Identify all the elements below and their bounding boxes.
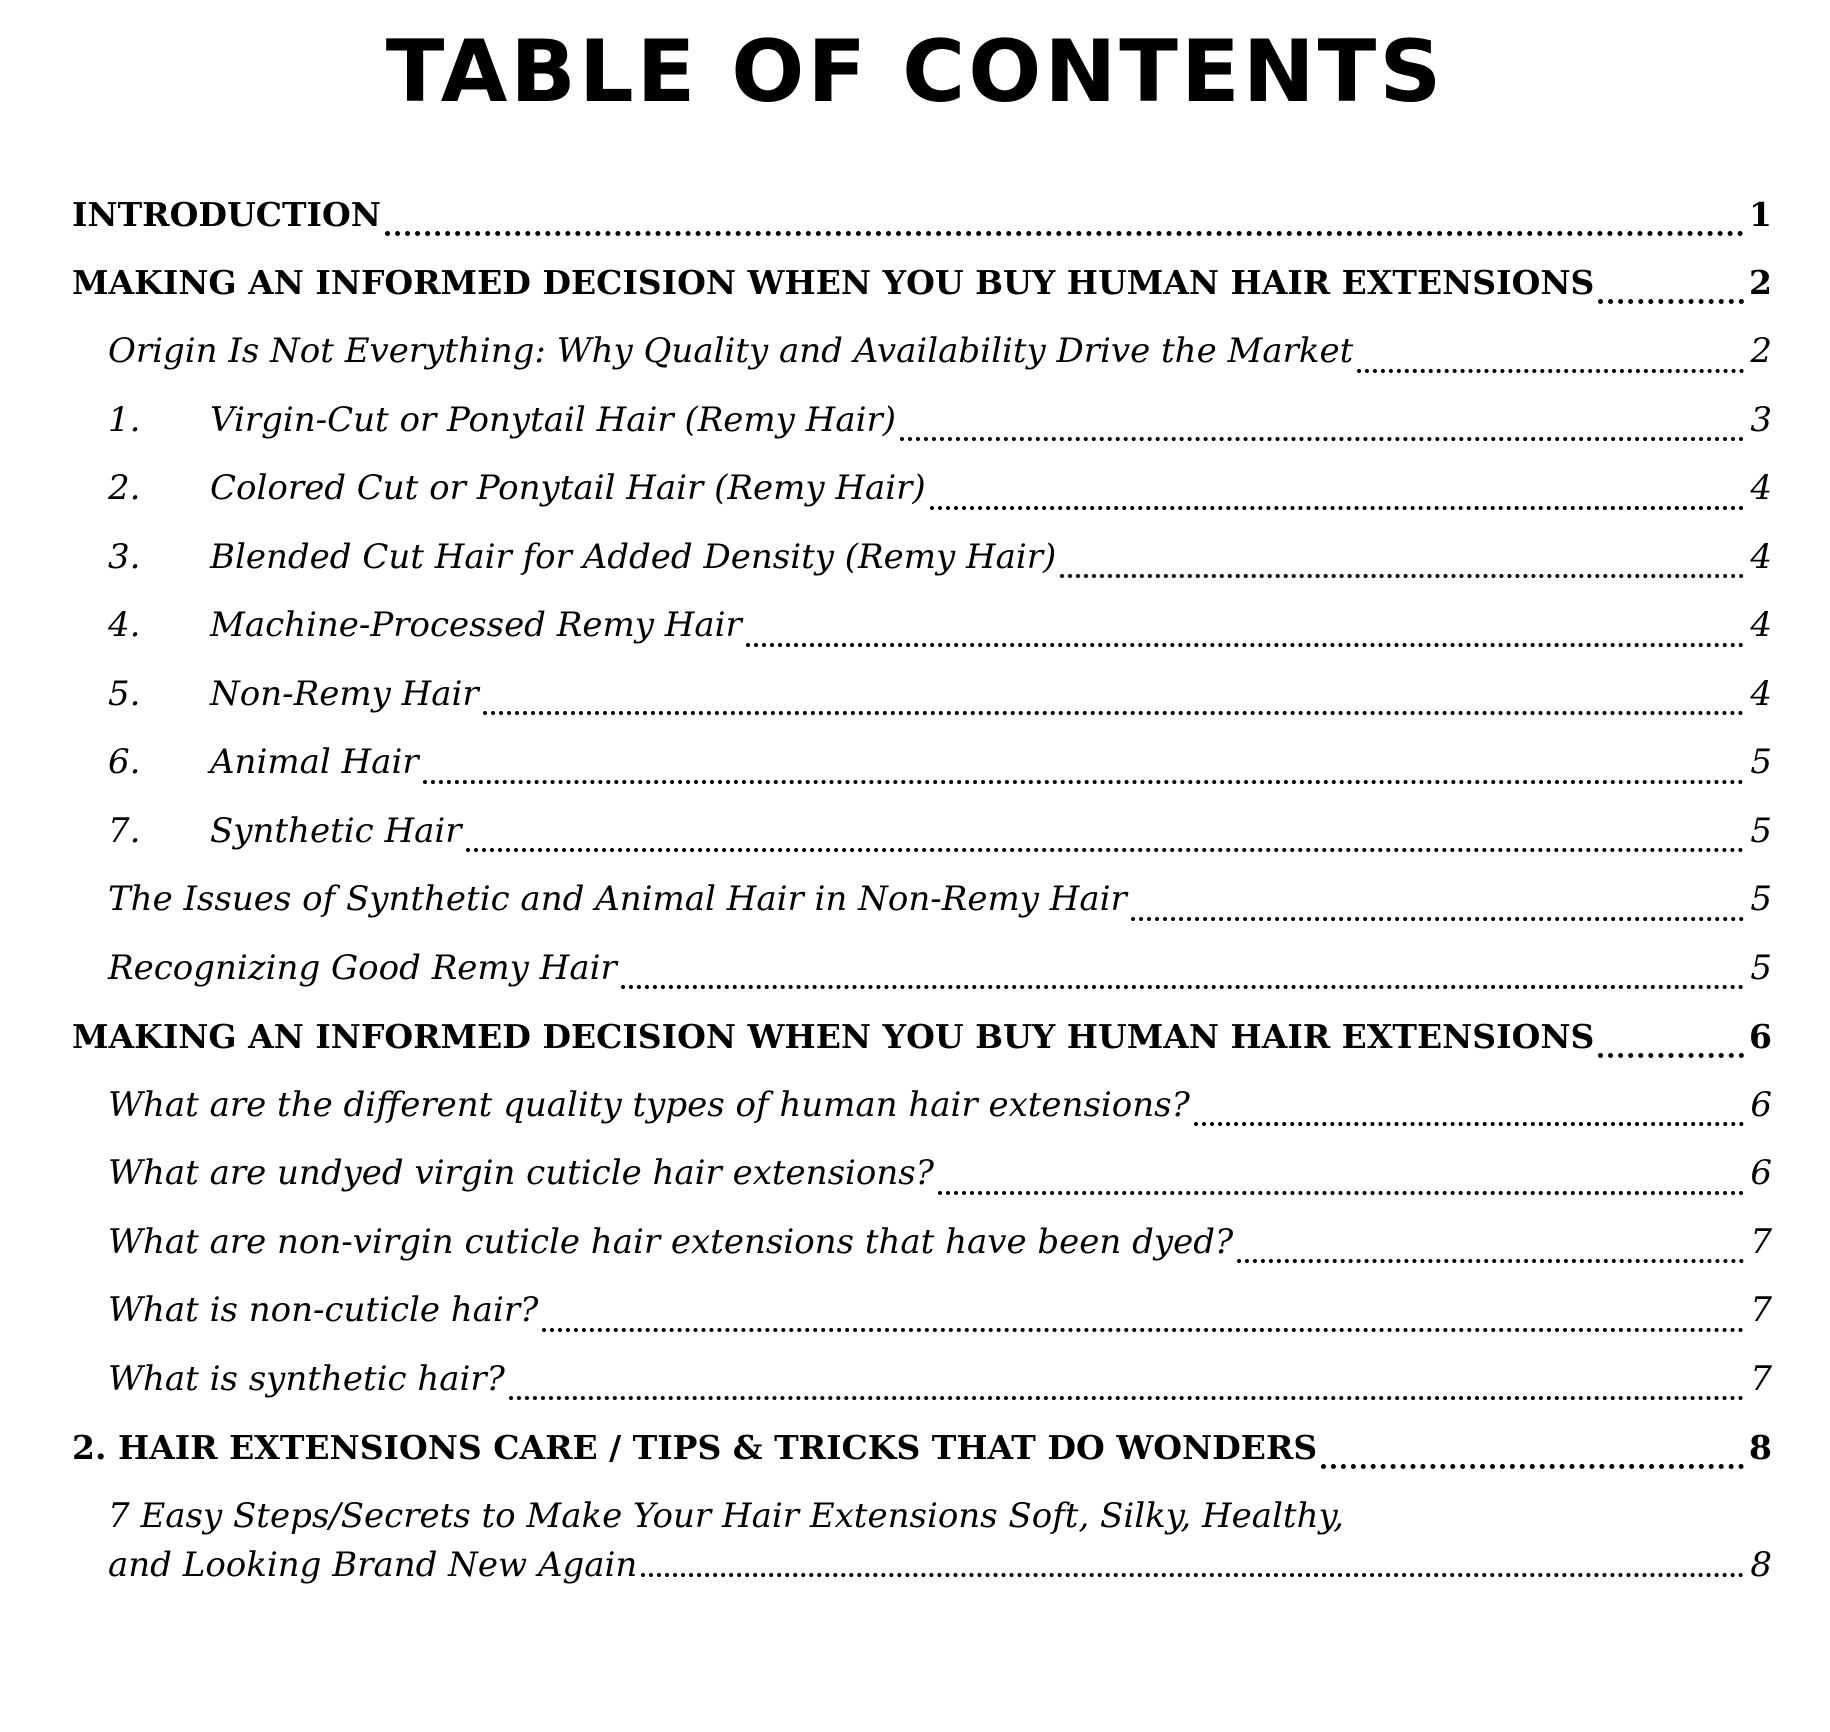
dot-leader <box>746 626 1744 660</box>
toc-page-number: 8 <box>1750 1544 1772 1585</box>
toc-page-number: 1 <box>1749 194 1772 234</box>
toc-entry-text: MAKING AN INFORMED DECISION WHEN YOU BUY HUMAN HAIR EXTENSIONS <box>72 1016 1595 1056</box>
toc-page-number: 2 <box>1749 263 1772 303</box>
dot-leader <box>423 763 1744 797</box>
toc-page-number: 4 <box>1750 673 1772 714</box>
toc-entry-text: Colored Cut or Ponytail Hair (Remy Hair) <box>210 468 926 509</box>
toc-entry-line2 <box>108 1540 1772 1590</box>
toc-entry[interactable] <box>72 1345 1772 1414</box>
toc-entry[interactable] <box>72 1413 1772 1482</box>
toc-entry-text-line1: 7 Easy Steps/Secrets to Make Your Hair Extensions Soft, Silky, Healthy, <box>108 1495 1344 1536</box>
dot-leader <box>900 420 1744 454</box>
toc-entry[interactable] <box>72 591 1772 660</box>
toc-entry-number: 1. <box>108 399 141 440</box>
toc-entry-text: MAKING AN INFORMED DECISION WHEN YOU BUY HUMAN HAIR EXTENSIONS <box>72 263 1595 303</box>
toc-entry[interactable] <box>72 797 1772 866</box>
toc-entry[interactable] <box>72 1276 1772 1345</box>
toc-entry-text: The Issues of Synthetic and Animal Hair in Non-Remy Hair <box>108 879 1127 920</box>
toc-entry-number: 4. <box>108 605 141 646</box>
toc-entry-text: Non-Remy Hair <box>210 673 479 714</box>
toc-entry-text: INTRODUCTION <box>72 194 381 234</box>
toc-entry-number: 2. <box>108 468 141 509</box>
dot-leader <box>509 1379 1744 1413</box>
toc-entry[interactable] <box>72 454 1772 523</box>
dot-leader <box>1321 1448 1744 1482</box>
toc-entry-number: 3. <box>108 536 141 577</box>
toc-entry-text: What are undyed virgin cuticle hair extensions? <box>108 1153 934 1194</box>
dot-leader <box>1598 1037 1744 1071</box>
toc-page-number: 2 <box>1750 331 1772 372</box>
toc-entry-text: Synthetic Hair <box>210 810 462 851</box>
toc-entry[interactable] <box>72 249 1772 318</box>
toc-page-number: 6 <box>1750 1084 1772 1125</box>
dot-leader <box>542 1311 1744 1345</box>
toc-entry-text: Animal Hair <box>210 742 419 783</box>
toc-page-number: 7 <box>1750 1290 1772 1331</box>
toc-page-number: 4 <box>1750 468 1772 509</box>
toc-entry-number: 5. <box>108 673 141 714</box>
dot-leader <box>938 1174 1744 1208</box>
toc-page-number: 4 <box>1750 536 1772 577</box>
toc-entry[interactable] <box>72 523 1772 592</box>
toc-page-number: 5 <box>1750 742 1772 783</box>
toc-entry-text: Origin Is Not Everything: Why Quality and Availability Drive the Market <box>108 331 1354 372</box>
dot-leader <box>1194 1105 1744 1139</box>
dot-leader <box>1598 283 1744 317</box>
toc-page-number: 5 <box>1750 810 1772 851</box>
toc-page-number: 6 <box>1749 1016 1772 1056</box>
dot-leader <box>641 1556 1744 1590</box>
toc-entry-text: Blended Cut Hair for Added Density (Remy Hair) <box>210 536 1057 577</box>
dot-leader <box>1131 900 1744 934</box>
toc-entry[interactable] <box>72 1071 1772 1140</box>
toc-page-number: 7 <box>1750 1358 1772 1399</box>
dot-leader <box>930 489 1744 523</box>
toc-entry-text: Recognizing Good Remy Hair <box>108 947 617 988</box>
toc-entry-text: What is non-cuticle hair? <box>108 1290 539 1331</box>
toc-entry[interactable] <box>72 1139 1772 1208</box>
toc-page-number: 7 <box>1750 1221 1772 1262</box>
toc-page-number: 8 <box>1749 1427 1772 1467</box>
toc-entry-text: Virgin-Cut or Ponytail Hair (Remy Hair) <box>210 399 896 440</box>
dot-leader <box>483 694 1744 728</box>
toc-entry-text: Machine-Processed Remy Hair <box>210 605 742 646</box>
toc-entry[interactable] <box>72 865 1772 934</box>
dot-leader <box>1237 1242 1744 1276</box>
toc-entry-text: 2. HAIR EXTENSIONS CARE / TIPS & TRICKS THAT DO WONDERS <box>72 1427 1318 1467</box>
dot-leader <box>621 968 1744 1002</box>
toc-entry-number: 7. <box>108 810 141 851</box>
toc-entry[interactable] <box>72 1002 1772 1071</box>
dot-leader <box>466 831 1744 865</box>
toc-entry[interactable] <box>72 317 1772 386</box>
toc-entry[interactable] <box>72 1208 1772 1277</box>
toc-entry-text: What are the different quality types of human hair extensions? <box>108 1084 1190 1125</box>
toc-page-number: 4 <box>1750 605 1772 646</box>
toc-page-number: 5 <box>1750 879 1772 920</box>
toc-entry[interactable] <box>72 386 1772 455</box>
toc-entry[interactable] <box>72 660 1772 729</box>
toc-page-number: 3 <box>1750 399 1772 440</box>
toc-page-number: 6 <box>1750 1153 1772 1194</box>
page-title: TABLE OF CONTENTS <box>385 22 1445 122</box>
toc-page-number: 5 <box>1750 947 1772 988</box>
toc-entry-number: 6. <box>108 742 141 783</box>
table-of-contents <box>72 180 1772 1590</box>
toc-entry[interactable] <box>72 728 1772 797</box>
dot-leader <box>385 215 1744 249</box>
toc-entry-text: What is synthetic hair? <box>108 1358 505 1399</box>
toc-entry-text: What are non-virgin cuticle hair extensions that have been dyed? <box>108 1221 1234 1262</box>
toc-entry[interactable] <box>72 180 1772 249</box>
dot-leader <box>1357 352 1744 386</box>
toc-entry-text-line2: and Looking Brand New Again <box>108 1544 638 1585</box>
toc-entry[interactable] <box>72 1482 1772 1590</box>
dot-leader <box>1060 557 1744 591</box>
toc-entry[interactable] <box>72 934 1772 1003</box>
